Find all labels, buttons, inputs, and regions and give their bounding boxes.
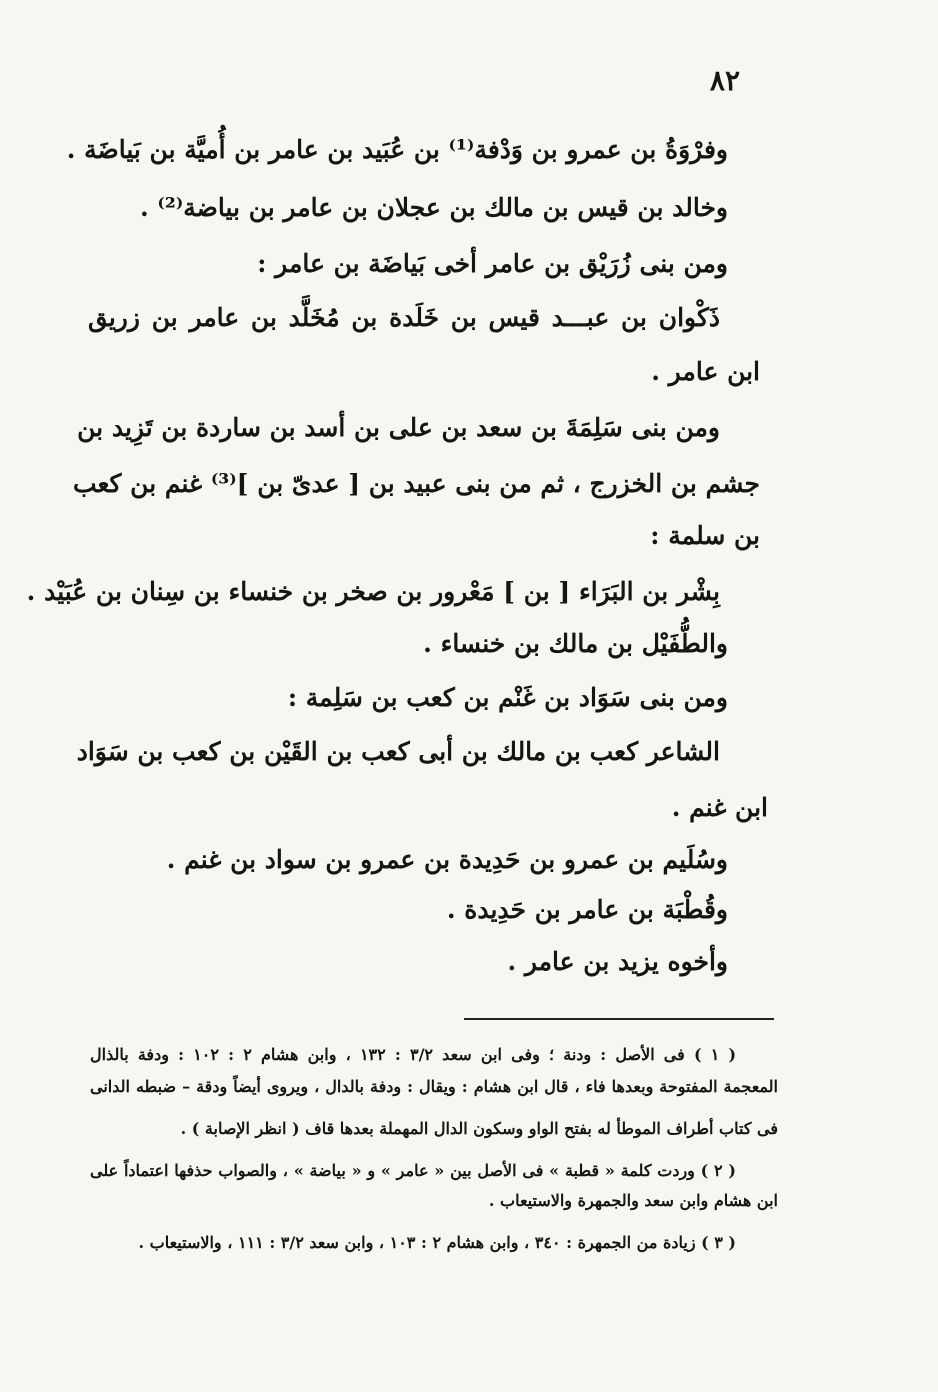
text-line: ومن بنى سَوَاد بن غَنْم بن كعب بن سَلِمة : <box>287 683 728 712</box>
text-line: ذَكْوان بن عبـــد قيس بن خَلَدة بن مُخَلَّد بن عامر بن زريق <box>88 303 720 332</box>
footnote-divider <box>464 1018 774 1020</box>
text-line: بن سلمة : <box>650 521 760 550</box>
text-line: وأخوه يزيد بن عامر . <box>507 947 728 976</box>
footnote-line: المعجمة المفتوحة وبعدها فاء ، قال ابن هشام : ويقال : ودفة بالدال ، ويروى أيضاً ودقة – ضبطه الدانى <box>90 1077 778 1096</box>
footnote-line: ( ٢ ) وردت كلمة « قطبة » فى الأصل بين « عامر » و « بياضة » ، والصواب حذفها اعتماداً على <box>90 1161 737 1180</box>
text-line: وقُطْبَة بن عامر بن حَدِيدة . <box>446 895 728 924</box>
footnote-line: فى كتاب أطراف الموطأ له بفتح الواو وسكون الدال المهملة بعدها قاف ( انظر الإصابة ) . <box>180 1119 778 1138</box>
text-line: وسُلَيم بن عمرو بن حَدِيدة بن عمرو بن سواد بن غنم . <box>166 845 728 874</box>
footnote-line: ( ١ ) فى الأصل : ودنة ؛ وفى ابن سعد ٣/٢ : ١٣٢ ، وابن هشام ٢ : ١٠٢ : ودفة بالذال <box>90 1045 737 1064</box>
text-line: والطُّفَيْل بن مالك بن خنساء . <box>423 629 728 658</box>
text-line: وخالد بن قيس بن مالك بن عجلان بن عامر بن بياضة⁽²⁾ . <box>140 193 728 222</box>
text-line: ابن عامر . <box>651 357 760 386</box>
footnote-line: ( ٣ ) زيادة من الجمهرة : ٣٤٠ ، وابن هشام ٢ : ١٠٣ ، وابن سعد ٣/٢ : ١١١ ، والاستيعاب . <box>138 1233 736 1252</box>
text-line: الشاعر كعب بن مالك بن أبى كعب بن القَيْن بن كعب بن سَوَاد <box>76 737 720 766</box>
page-number: ٨٢ <box>709 64 740 97</box>
text-line: وفرْوَةُ بن عمرو بن وَدْفة⁽¹⁾ بن عُبَيد بن عامر بن أُميَّة بن بَياضَة . <box>66 135 728 164</box>
text-line: جشم بن الخزرج ، ثم من بنى عبيد بن [ عدىّ بن ]⁽³⁾ غنم بن كعب <box>72 469 760 498</box>
text-line: ومن بنى زُرَيْق بن عامر أخى بَياضَة بن عامر : <box>257 249 728 278</box>
footnote-line: ابن هشام وابن سعد والجمهرة والاستيعاب . <box>488 1191 778 1210</box>
text-line: بِشْر بن البَرَاء [ بن ] مَعْرور بن صخر بن خنساء بن سِنان بن عُبَيْد . <box>26 577 720 606</box>
text-line: ومن بنى سَلِمَةَ بن سعد بن على بن أسد بن ساردة بن تَزِيد بن <box>77 413 720 442</box>
text-line: ابن غنم . <box>671 793 768 822</box>
